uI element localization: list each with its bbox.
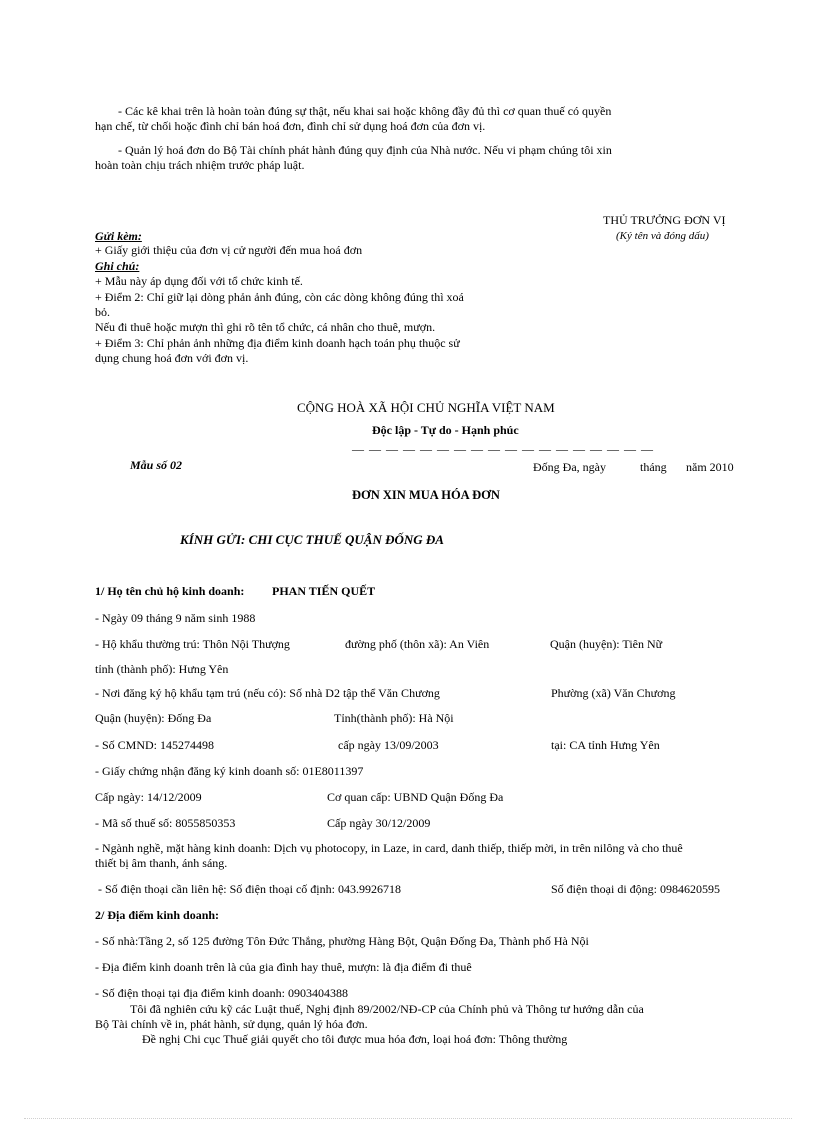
temporary-residence: - Nơi đăng ký hộ khẩu tạm trú (nếu có): Số nhà D2 tập thể Văn Chương bbox=[95, 686, 440, 700]
signature-note: (Ký tên và đóng dấu) bbox=[616, 230, 709, 242]
header-rule: — — — — — — — — — — — — — — — — — — bbox=[352, 442, 654, 456]
business-phone: - Số điện thoại tại địa điểm kinh doanh: 0903404388 bbox=[95, 986, 348, 1000]
note-1: + Mẫu này áp dụng đối với tổ chức kinh tế. bbox=[95, 274, 303, 288]
attachments-heading: Gửi kèm: bbox=[95, 229, 142, 243]
phone-mobile: Số điện thoại di động: 0984620595 bbox=[551, 882, 720, 896]
purchase-request: Đề nghị Chi cục Thuế giải quyết cho tôi được mua hóa đơn, loại hoá đơn: Thông thường bbox=[142, 1032, 568, 1046]
motto: Độc lập - Tự do - Hạnh phúc bbox=[372, 423, 519, 437]
business-premises-ownership: - Địa điểm kinh doanh trên là của gia đình hay thuê, mượn: là địa điểm đi thuê bbox=[95, 960, 472, 974]
temporary-province: Tỉnh(thành phố): Hà Nội bbox=[334, 711, 454, 725]
nation-title: CỘNG HOÀ XÃ HỘI CHỦ NGHĨA VIỆT NAM bbox=[297, 400, 555, 415]
license-agency: Cơ quan cấp: UBND Quận Đống Đa bbox=[327, 790, 504, 804]
business-line-2: thiết bị âm thanh, ánh sáng. bbox=[95, 856, 228, 870]
declaration-2-line2: hoàn toàn chịu trách nhiệm trước pháp luật. bbox=[95, 158, 305, 172]
business-line-1: - Ngành nghề, mặt hàng kinh doanh: Dịch vụ photocopy, in Laze, in card, danh thiếp, thiếp mời, in trên nilông và cho thuê bbox=[95, 841, 683, 855]
permanent-residence: - Hộ khẩu thường trú: Thôn Nội Thượng bbox=[95, 637, 290, 651]
declaration-1-line2: hạn chế, từ chối hoặc đình chỉ bán hoá đơn, đình chỉ sử dụng hoá đơn của đơn vị. bbox=[95, 119, 486, 133]
id-issue-date: cấp ngày 13/09/2003 bbox=[338, 738, 439, 752]
note-2-line2: bỏ. bbox=[95, 305, 110, 319]
note-2-line1: + Điểm 2: Chỉ giữ lại dòng phản ảnh đúng, còn các dòng không đúng thì xoá bbox=[95, 290, 464, 304]
notes-heading: Ghi chú: bbox=[95, 259, 140, 273]
date-place: Đống Đa, ngày bbox=[533, 460, 606, 474]
statement-line2: Bộ Tài chính về in, phát hành, sử dụng, quản lý hóa đơn. bbox=[95, 1017, 368, 1031]
section-1-heading: 1/ Họ tên chủ hộ kinh doanh: bbox=[95, 584, 245, 598]
declaration-1-line1: - Các kê khai trên là hoàn toàn đúng sự thật, nếu khai sai hoặc không đầy đủ thì cơ quan thuế có quyền bbox=[118, 104, 612, 118]
id-number: - Số CMND: 145274498 bbox=[95, 738, 215, 752]
date-month: tháng bbox=[640, 460, 667, 474]
statement-line1: Tôi đã nghiên cứu kỹ các Luật thuế, Nghị định 89/2002/NĐ-CP của Chính phủ và Thông tư hướng dẫn của bbox=[130, 1002, 644, 1016]
temporary-district: Quận (huyện): Đống Đa bbox=[95, 711, 212, 725]
business-license: - Giấy chứng nhận đăng ký kinh doanh số: 01E8011397 bbox=[95, 764, 364, 778]
note-4-line2: dụng chung hoá đơn với đơn vị. bbox=[95, 351, 249, 365]
signature-title: THỦ TRƯỞNG ĐƠN VỊ bbox=[603, 213, 726, 227]
residence-district: Quận (huyện): Tiên Nữ bbox=[550, 637, 663, 651]
license-date: Cấp ngày: 14/12/2009 bbox=[95, 790, 202, 804]
tax-code: - Mã số thuế số: 8055850353 bbox=[95, 816, 236, 830]
declaration-2-line1: - Quản lý hoá đơn do Bộ Tài chính phát hành đúng quy định của Nhà nước. Nếu vi phạm chúng tôi xin bbox=[118, 143, 612, 157]
form-number: Mẫu số 02 bbox=[130, 458, 183, 472]
phone-fixed: - Số điện thoại cần liên hệ: Số điện thoại cố định: 043.9926718 bbox=[98, 882, 401, 896]
residence-province: tỉnh (thành phố): Hưng Yên bbox=[95, 662, 229, 676]
temporary-ward: Phường (xã) Văn Chương bbox=[551, 686, 676, 700]
attachment-item: + Giấy giới thiệu của đơn vị cử người đến mua hoá đơn bbox=[95, 243, 363, 257]
note-3: Nếu đi thuê hoặc mượn thì ghi rõ tên tổ chức, cá nhân cho thuê, mượn. bbox=[95, 320, 436, 334]
date-of-birth: - Ngày 09 tháng 9 năm sinh 1988 bbox=[95, 611, 256, 625]
date-year: năm 2010 bbox=[686, 460, 734, 474]
document-title: ĐƠN XIN MUA HÓA ĐƠN bbox=[352, 488, 500, 502]
tax-code-date: Cấp ngày 30/12/2009 bbox=[327, 816, 431, 830]
residence-street: đường phố (thôn xã): An Viên bbox=[345, 637, 490, 651]
owner-name: PHAN TIẾN QUẾT bbox=[272, 584, 376, 598]
section-2-heading: 2/ Địa điểm kinh doanh: bbox=[95, 908, 220, 922]
recipient: KÍNH GỬI: CHI CỤC THUẾ QUẬN ĐỐNG ĐA bbox=[180, 532, 444, 547]
page-bottom-divider bbox=[24, 1118, 792, 1119]
id-issue-place: tại: CA tỉnh Hưng Yên bbox=[551, 738, 660, 752]
note-4-line1: + Điểm 3: Chỉ phản ảnh những địa điểm kinh doanh hạch toán phụ thuộc sử bbox=[95, 336, 460, 350]
business-address: - Số nhà:Tầng 2, số 125 đường Tôn Đức Thắng, phường Hàng Bột, Quận Đống Đa, Thành phố Hà Nội bbox=[95, 934, 589, 948]
